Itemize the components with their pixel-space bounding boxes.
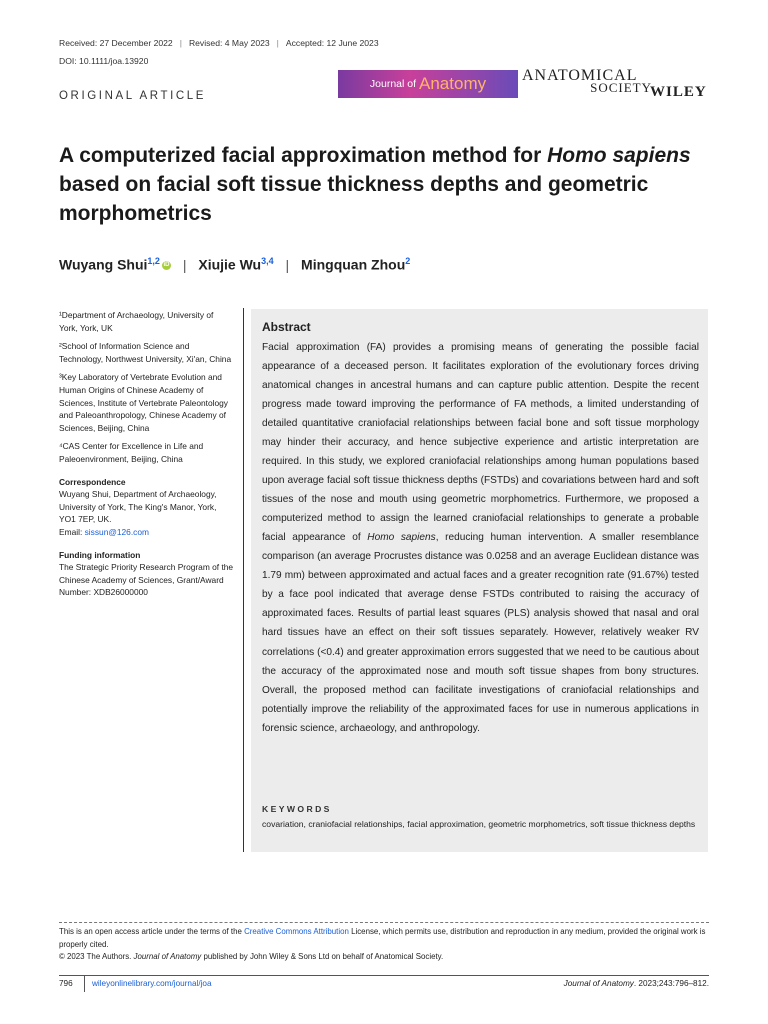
author-affiliation-sup: 3,4 [261,256,274,266]
abstract-text [262,338,699,738]
society-logo [522,67,652,95]
article-title [59,141,719,228]
license-footnote [59,926,719,964]
footnote-divider [59,922,709,923]
date-separator: | [179,38,182,48]
journal-logo[interactable] [338,70,518,98]
title-part-1: A computerized facial approximation method for [59,144,548,167]
doi[interactable]: DOI: 10.1111/joa.13920 [59,56,149,66]
citation [480,979,709,988]
revised-date: Revised: 4 May 2023 [188,38,270,48]
copyright-before: © 2023 The Authors. [59,952,134,961]
column-divider [243,308,244,852]
abstract-text-part-2: , reducing human intervention. A smaller resemblance comparison (an average Procrustes distance was 0.0258 and an average Euclidean distance was 1.79 mm) between approximated and actual faces and a greater recognition rate (91.67%) tested by a face pool indicated that average dense FSTDs contributed to raising the accuracy of approximated faces. Results of partial least squares (PLS) analysis showed that nasal and oral hard tissues have an effect on their soft tissues separately. However, relatively weaker RV correlations (<0.4) and greater approximation errors suggested that we need to be cautious about the accuracy of the approximated nose and mouth soft tissue shapes from bony structures. Overall, the proposed method can facilitate investigations of craniofacial relationships and potentially improve the reliability of the approximated faces for use in numerous applications in forensic science, archaeology, and anthropology. [262,532,699,734]
society-line-1: ANATOMICAL [522,67,638,84]
keywords-text: covariation, craniofacial relationships, facial approximation, geometric morphometrics, soft tissue thickness depths [262,819,696,829]
keywords-heading: KEYWORDS [262,804,332,814]
publication-dates [59,38,379,48]
author-separator: | [182,256,187,273]
citation-details: . 2023;243:796–812. [633,979,709,988]
author-affiliation-sup: 2 [405,256,411,266]
publisher-logo: WILEY [650,84,707,100]
abstract-heading: Abstract [262,320,311,334]
license-text-before: This is an open access article under the terms of the [59,927,245,936]
license-link[interactable]: Creative Commons Attribution [244,927,349,936]
affiliation: ¹Department of Archaeology, University of York, York, UK [59,310,214,333]
title-part-2: based on facial soft tissue thickness depths and geometric morphometrics [59,173,649,225]
copyright-journal: Journal of Anatomy [133,952,202,961]
email-link[interactable]: sissun@126.com [84,526,149,537]
affiliation: ²School of Information Science and Technology, Northwest University, Xi'an, China [59,341,232,364]
correspondence-text: Wuyang Shui, Department of Archaeology, University of York, The King's Manor, York, YO1 7EP, UK. [59,489,217,525]
copyright-text [59,951,719,964]
received-date: Received: 27 December 2022 [59,38,173,48]
abstract-italic: Homo sapiens [367,532,436,544]
copyright-after: published by John Wiley & Sons Ltd on behalf of Anatomical Society. [201,952,444,961]
date-separator: | [276,38,279,48]
orcid-icon[interactable]: iD [163,262,170,269]
article-type: ORIGINAL ARTICLE [59,90,207,102]
license-text [59,926,719,951]
correspondence-email-line [59,526,234,539]
society-line-2: SOCIETY [590,80,652,95]
author-name[interactable]: Mingquan Zhou [301,256,406,273]
citation-journal: Journal of Anatomy [563,979,634,988]
journal-prefix: Journal of [369,78,417,90]
title-italic: Homo sapiens [547,144,691,167]
author-affiliation-sup: 1,2 [147,256,160,266]
page-number: 796 [59,979,73,988]
email-label: Email: [59,526,85,537]
author-list [59,256,410,273]
journal-website-link[interactable]: wileyonlinelibrary.com/journal/joa [92,979,212,988]
article-info-column [59,309,234,605]
affiliation: ⁴CAS Center for Excellence in Life and Paleoenvironment, Beijing, China [59,441,204,464]
author-name[interactable]: Wuyang Shui [59,256,148,273]
abstract-text-part-1: Facial approximation (FA) provides a promising means of generating the possible facial appearance of a deceased person. It facilitates exploration of the evolutionary forces driving anatomical changes in ancestral humans and can capture public attention. Despite the recent progress made toward improving the performance of FA methods, a limited understanding of detailed quantitative craniofacial relationships between facial bone and soft tissue morphology may hinder their accuracy, and hence subjective experience and artistic interpretation are required. In this study, we explored craniofacial relationships among human populations based upon average facial soft tissue thickness depths (FSTDs) and covariations between hard and soft tissues of the nose and mouth using geometric morphometrics. Furthermore, we proposed a computerized method to assign the learned craniofacial relationships to generate a probable facial appearance of [262,342,699,544]
accepted-date: Accepted: 12 June 2023 [285,38,379,48]
journal-name: Anatomy [419,74,487,93]
page-number-separator [84,975,85,992]
funding-text: The Strategic Priority Research Program of the Chinese Academy of Sciences, Grant/Award Number: XDB26000000 [59,562,234,598]
funding-heading: Funding information [59,549,141,560]
license-text-after: License, which permits use, distribution and reproduction in any medium, provided the original work is properly cited. [59,927,706,949]
author-name[interactable]: Xiujie Wu [198,256,262,273]
author-separator: | [285,256,290,273]
correspondence-heading: Correspondence [59,476,126,487]
footer-divider [59,975,709,976]
affiliation: ³Key Laboratory of Vertebrate Evolution and Human Origins of Chinese Academy of Sciences, Institute of Vertebrate Paleontology and Paleoanthropology, Chinese Academy of Sciences, Beijing, China [59,372,228,433]
